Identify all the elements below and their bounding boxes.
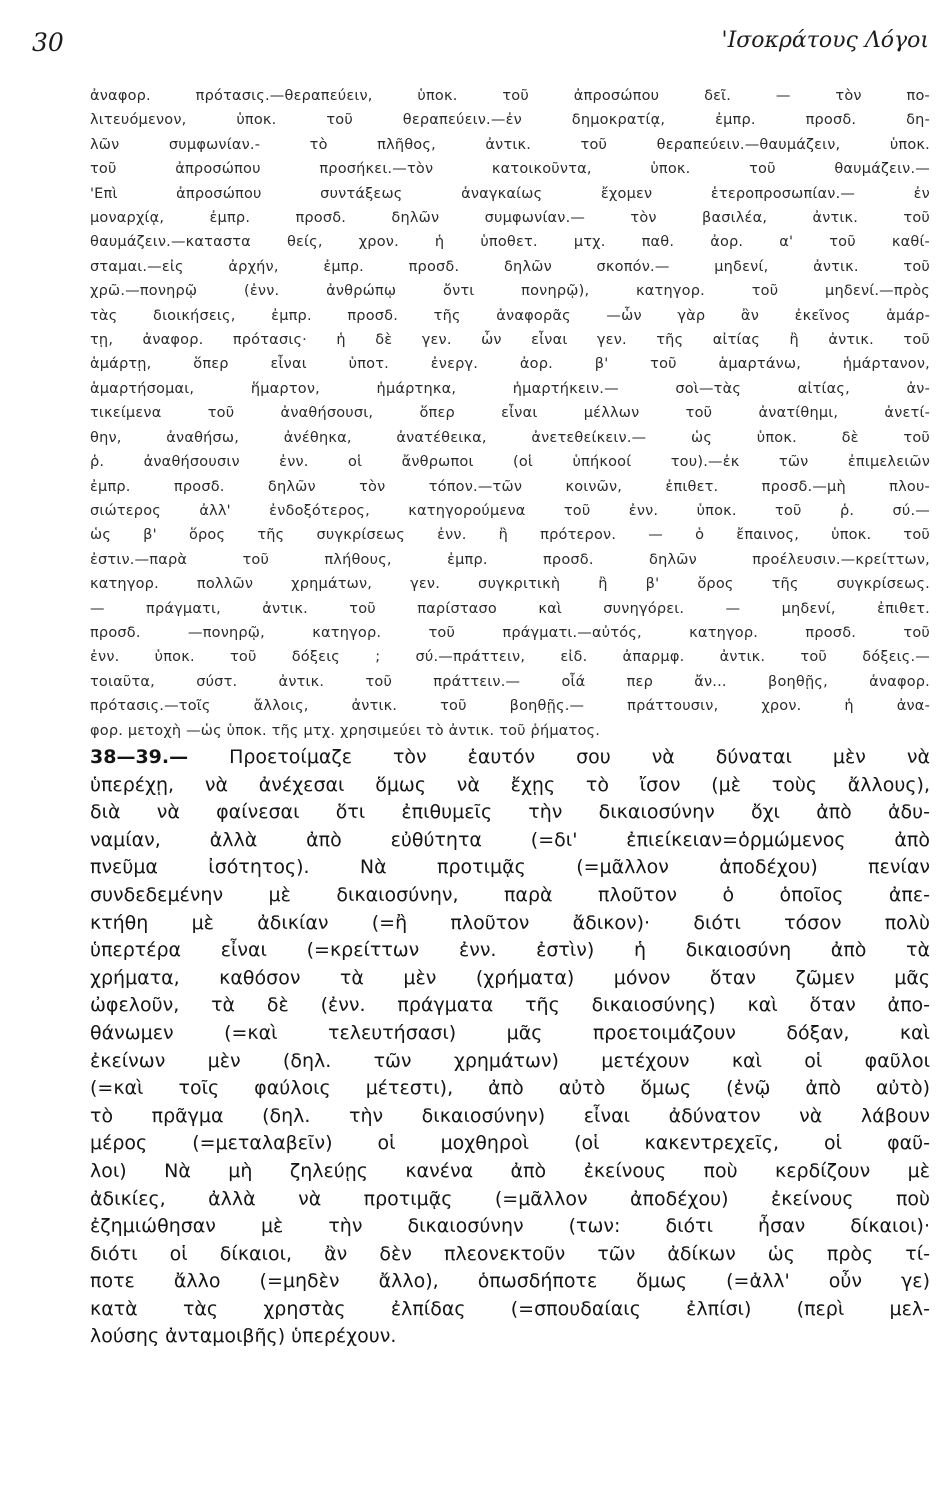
notes-line: τικείμενα τοῦ ἀναθήσουσι, ὅπερ εἶναι μέλλων τοῦ ἀνατίθημι, ἀνετί-: [90, 405, 930, 422]
section-number: 38—39.—: [90, 746, 189, 768]
translation-line: κατὰ τὰς χρηστὰς ἐλπίδας (=σπουδαίαις ἐλπίσι) (περὶ μελ-: [90, 1297, 930, 1320]
translation-line: διότι οἱ δίκαιοι, ἂν δὲν πλεονεκτοῦν τῶν ἀδίκων ὡς πρὸς τί-: [90, 1242, 930, 1265]
notes-line: ἐμπρ. προσδ. δηλῶν τὸν τόπον.—τῶν κοινῶν, ἐπιθετ. προσδ.—μὴ πλου-: [90, 478, 930, 495]
translation-line: τὸ πρᾶγμα (δηλ. τὴν δικαιοσύνην) εἶναι ἀδύνατον νὰ λάβουν: [90, 1104, 930, 1127]
notes-line: σταμαι.—εἰς ἀρχήν, ἐμπρ. προσδ. δηλῶν σκοπόν.— μηδενί, ἀντικ. τοῦ: [90, 258, 930, 275]
notes-line: ἀναφορ. πρότασις.—θεραπεύειν, ὑποκ. τοῦ ἀπροσώπου δεῖ. — τὸν πο-: [90, 88, 930, 104]
notes-line: ἐστιν.—παρὰ τοῦ πλήθους, ἐμπρ. προσδ. δηλῶν προέλευσιν.—κρείττων,: [90, 551, 930, 568]
notes-line: σιώτερος ἀλλ' ἐνδοξότερος, κατηγορούμενα τοῦ ἐνν. ὑποκ. τοῦ ῥ. σύ.—: [90, 502, 930, 519]
grammatical-notes: [90, 84, 930, 743]
translation-line: (=καὶ τοῖς φαύλοις μέτεστι), ἀπὸ αὐτὸ ὅμως (ἐνῷ ἀπὸ αὐτὸ): [90, 1077, 930, 1100]
translation-line: διὰ νὰ φαίνεσαι ὅτι ἐπιθυμεῖς τὴν δικαιοσύνην ὄχι ἀπὸ ἀδυ-: [90, 801, 930, 824]
translation-line: χρήματα, καθόσον τὰ μὲν (χρήματα) μόνον ὅταν ζῶμεν μᾶς: [90, 966, 930, 989]
notes-line: τὰς διοικήσεις, ἐμπρ. προσδ. τῆς ἀναφορᾶς —ὧν γὰρ ἂν ἐκεῖνος ἁμάρ-: [90, 307, 930, 324]
notes-line: τοῦ ἀπροσώπου προσήκει.—τὸν κατοικοῦντα, ὑποκ. τοῦ θαυμάζειν.—: [90, 161, 930, 178]
notes-line: — πράγματι, ἀντικ. τοῦ παρίστασο καὶ συνηγόρει. — μηδενί, ἐπιθετ.: [90, 600, 930, 617]
translation-line: θάνωμεν (=καὶ τελευτήσασι) μᾶς προετοιμάζουν δόξαν, καὶ: [90, 1021, 930, 1044]
notes-line: 'Επὶ ἀπροσώπου συντάξεως ἀναγκαίως ἔχομεν ἑτεροπροσωπίαν.— ἐν: [90, 185, 930, 202]
notes-line: προσδ. —πονηρῷ, κατηγορ. τοῦ πράγματι.—αὐτός, κατηγορ. προσδ. τοῦ: [90, 624, 930, 641]
notes-line: τῃ, ἀναφορ. πρότασις· ἡ δὲ γεν. ὧν εἶναι γεν. τῆς αἰτίας ἢ ἀντικ. τοῦ: [90, 332, 930, 349]
notes-line: ἁμάρτῃ, ὅπερ εἶναι ὑποτ. ἐνεργ. ἀορ. β' τοῦ ἁμαρτάνω, ἡμάρτανον,: [90, 356, 930, 373]
notes-line: λῶν συμφωνίαν.- τὸ πλῆθος, ἀντικ. τοῦ θεραπεύειν.—θαυμάζειν, ὑποκ.: [90, 136, 930, 153]
notes-line: θαυμάζειν.—καταστα θείς, χρον. ἡ ὑποθετ. μτχ. παθ. ἀορ. α' τοῦ καθί-: [90, 234, 930, 251]
translation-line: λούσης ἀνταμοιβῆς) ὑπερέχουν.: [90, 1325, 397, 1348]
translation-line: ἐκείνων μὲν (δηλ. τῶν χρημάτων) μετέχουν καὶ οἱ φαῦλοι: [90, 1049, 930, 1072]
notes-line: ὡς β' ὅρος τῆς συγκρίσεως ἐνν. ἢ πρότερον. — ὁ ἔπαινος, ὑποκ. τοῦ: [90, 527, 930, 544]
translation-line: μέρος (=μεταλαβεῖν) οἱ μοχθηροὶ (οἱ κακεντρεχεῖς, οἱ φαῦ-: [90, 1132, 930, 1155]
translation-line: ὑπερτέρα εἶναι (=κρείττων ἐνν. ἐστὶν) ἡ δικαιοσύνη ἀπὸ τὰ: [90, 939, 930, 962]
translation-line: ναμίαν, ἀλλὰ ἀπὸ εὐθύτητα (=δι' ἐπιείκειαν=ὁρμώμενος ἀπὸ: [90, 828, 930, 851]
translation-line: ὑπερέχῃ, νὰ ἀνέχεσαι ὅμως νὰ ἔχῃς τὸ ἴσον (μὲ τοὺς ἄλλους),: [90, 773, 930, 796]
translation-line: ποτε ἄλλο (=μηδὲν ἄλλο), ὁπωσδήποτε ὅμως (=ἀλλ' οὖν γε): [90, 1270, 930, 1293]
notes-line: κατηγορ. πολλῶν χρημάτων, γεν. συγκριτικὴ ἢ β' ὅρος τῆς συγκρίσεως.: [90, 576, 930, 593]
translation-line-first: [90, 744, 930, 772]
translation-line: πνεῦμα ἰσότητος). Νὰ προτιμᾷς (=μᾶλλον ἀποδέχου) πενίαν: [90, 856, 930, 879]
notes-line: πρότασις.—τοῖς ἄλλοις, ἀντικ. τοῦ βοηθῇς.— πράττουσιν, χρον. ἡ ἀνα-: [90, 698, 930, 715]
notes-line: θην, ἀναθήσω, ἀνέθηκα, ἀνατέθεικα, ἀνετεθείκειν.— ὡς ὑποκ. δὲ τοῦ: [90, 429, 930, 446]
notes-line: χρῶ.—πονηρῷ (ἐνν. ἀνθρώπῳ ὄντι πονηρῷ), κατηγορ. τοῦ μηδενί.—πρὸς: [90, 283, 930, 300]
translation-line: ἐζημιώθησαν μὲ τὴν δικαιοσύνην (των: διότι ἦσαν δίκαιοι)·: [90, 1215, 930, 1238]
notes-line: τοιαῦτα, σύστ. ἀντικ. τοῦ πράττειν.— οἷά περ ἄν... βοηθῇς, ἀναφορ.: [90, 673, 930, 690]
notes-line: ῥ. ἀναθήσουσιν ἐνν. οἱ ἄνθρωποι (οἱ ὑπήκοοί του).—ἐκ τῶν ἐπιμελειῶν: [90, 454, 930, 471]
translation-paragraph: [90, 744, 930, 1351]
notes-line: ἁμαρτήσομαι, ἥμαρτον, ἡμάρτηκα, ἡμαρτήκειν.— σοὶ—τὰς αἰτίας, ἀν-: [90, 380, 930, 397]
translation-line: ὠφελοῦν, τὰ δὲ (ἐνν. πράγματα τῆς δικαιοσύνης) καὶ ὅταν ἀπο-: [90, 994, 930, 1017]
notes-line: μοναρχίᾳ, ἐμπρ. προσδ. δηλῶν συμφωνίαν.— τὸν βασιλέα, ἀντικ. τοῦ: [90, 210, 930, 227]
notes-line: λιτευόμενον, ὑποκ. τοῦ θεραπεύειν.—ἐν δημοκρατίᾳ, ἐμπρ. προσδ. δη-: [90, 112, 930, 129]
notes-line: ἐνν. ὑποκ. τοῦ δόξεις ; σύ.—πράττειν, εἰδ. ἀπαρμφ. ἀντικ. τοῦ δόξεις.—: [90, 649, 930, 666]
running-title: 'Ισοκράτους Λόγοι: [721, 28, 929, 53]
page-number: 30: [32, 28, 64, 57]
translation-line: κτήθη μὲ ἀδικίαν (=ἢ πλοῦτον ἄδικον)· διότι τόσον πολὺ: [90, 911, 930, 934]
translation-line: συνδεδεμένην μὲ δικαιοσύνην, παρὰ πλοῦτον ὁ ὁποῖος ἀπε-: [90, 883, 930, 906]
translation-line: Προετοίμαζε τὸν ἑαυτόν σου νὰ δύναται μὲν νὰ: [229, 746, 930, 768]
translation-line: ἀδικίες, ἀλλὰ νὰ προτιμᾷς (=μᾶλλον ἀποδέχου) ἐκείνους ποὺ: [90, 1187, 930, 1210]
notes-line: φορ. μετοχὴ —ὡς ὑποκ. τῆς μτχ. χρησιμεύει τὸ ἀντικ. τοῦ ῥήματος.: [90, 722, 601, 739]
page-header: [0, 28, 939, 68]
translation-line: λοι) Νὰ μὴ ζηλεύῃς κανένα ἀπὸ ἐκείνους ποὺ κερδίζουν μὲ: [90, 1159, 930, 1182]
